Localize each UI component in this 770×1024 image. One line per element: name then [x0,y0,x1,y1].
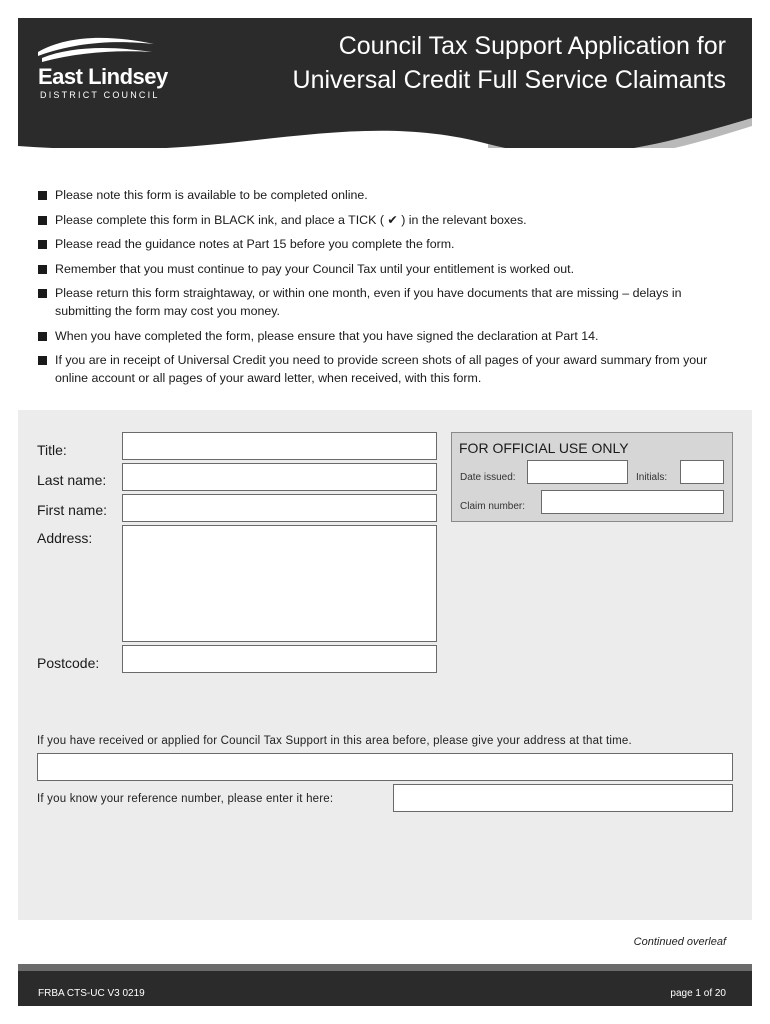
date-issued-field[interactable] [527,460,628,484]
title-label: Title: [37,442,67,458]
logo-subtitle: DISTRICT COUNCIL [40,90,160,100]
previous-address-field[interactable] [37,753,733,781]
page-title-line-1: Council Tax Support Application for [338,32,726,60]
title-field[interactable] [122,432,437,460]
address-label: Address: [37,530,93,546]
square-bullet-icon [38,356,47,365]
previous-address-prompt: If you have received or applied for Council Tax Support in this area before, please give your address at that time. [37,735,632,747]
logo-wordmark: East Lindsey [38,64,168,89]
continued-overleaf-note: Continued overleaf [633,936,726,948]
first-name-field[interactable] [122,494,437,522]
instruction-text: Please return this form straightaway, or within one month, even if you have documents that are missing – delays in submitting the form may cost you money. [55,286,682,318]
address-field[interactable] [122,525,437,642]
square-bullet-icon [38,240,47,249]
initials-field[interactable] [680,460,724,484]
square-bullet-icon [38,191,47,200]
square-bullet-icon [38,265,47,274]
instructions-list [38,186,738,394]
instruction-item [38,284,738,320]
claim-number-field[interactable] [541,490,724,514]
square-bullet-icon [38,332,47,341]
instruction-item [38,235,738,253]
instruction-text: Please complete this form in BLACK ink, and place a TICK ( ✔ ) in the relevant boxes. [55,212,527,227]
instruction-text: If you are in receipt of Universal Credit you need to provide screen shots of all pages of your award summary from your online account or all pages of your award letter, when received, with this form. [55,353,708,385]
form-code: FRBA CTS-UC V3 0219 [38,988,145,999]
reference-number-prompt: If you know your reference number, please enter it here: [37,793,334,805]
footer-stripe [18,964,752,971]
instruction-item [38,211,738,229]
first-name-label: First name: [37,502,108,518]
last-name-field[interactable] [122,463,437,491]
postcode-label: Postcode: [37,655,100,671]
instruction-text: Remember that you must continue to pay your Council Tax until your entitlement is worked out. [55,261,575,276]
date-issued-label: Date issued: [460,472,516,483]
instruction-item [38,351,738,387]
square-bullet-icon [38,289,47,298]
instruction-text: Please read the guidance notes at Part 15 before you complete the form. [55,237,455,251]
last-name-label: Last name: [37,472,107,488]
initials-label: Initials: [636,472,668,483]
council-logo-icon [36,34,156,64]
page-title-line-2: Universal Credit Full Service Claimants [292,66,726,94]
instruction-item [38,260,738,278]
instruction-text: When you have completed the form, please ensure that you have signed the declaration at Part 14. [55,328,599,343]
claim-number-label: Claim number: [460,501,526,512]
instruction-item [38,327,738,345]
instruction-item [38,186,738,204]
official-use-heading: FOR OFFICIAL USE ONLY [459,440,629,456]
square-bullet-icon [38,216,47,225]
postcode-field[interactable] [122,645,437,673]
page-number: page 1 of 20 [670,988,726,999]
instruction-text: Please note this form is available to be completed online. [55,188,368,202]
reference-number-field[interactable] [393,784,733,812]
